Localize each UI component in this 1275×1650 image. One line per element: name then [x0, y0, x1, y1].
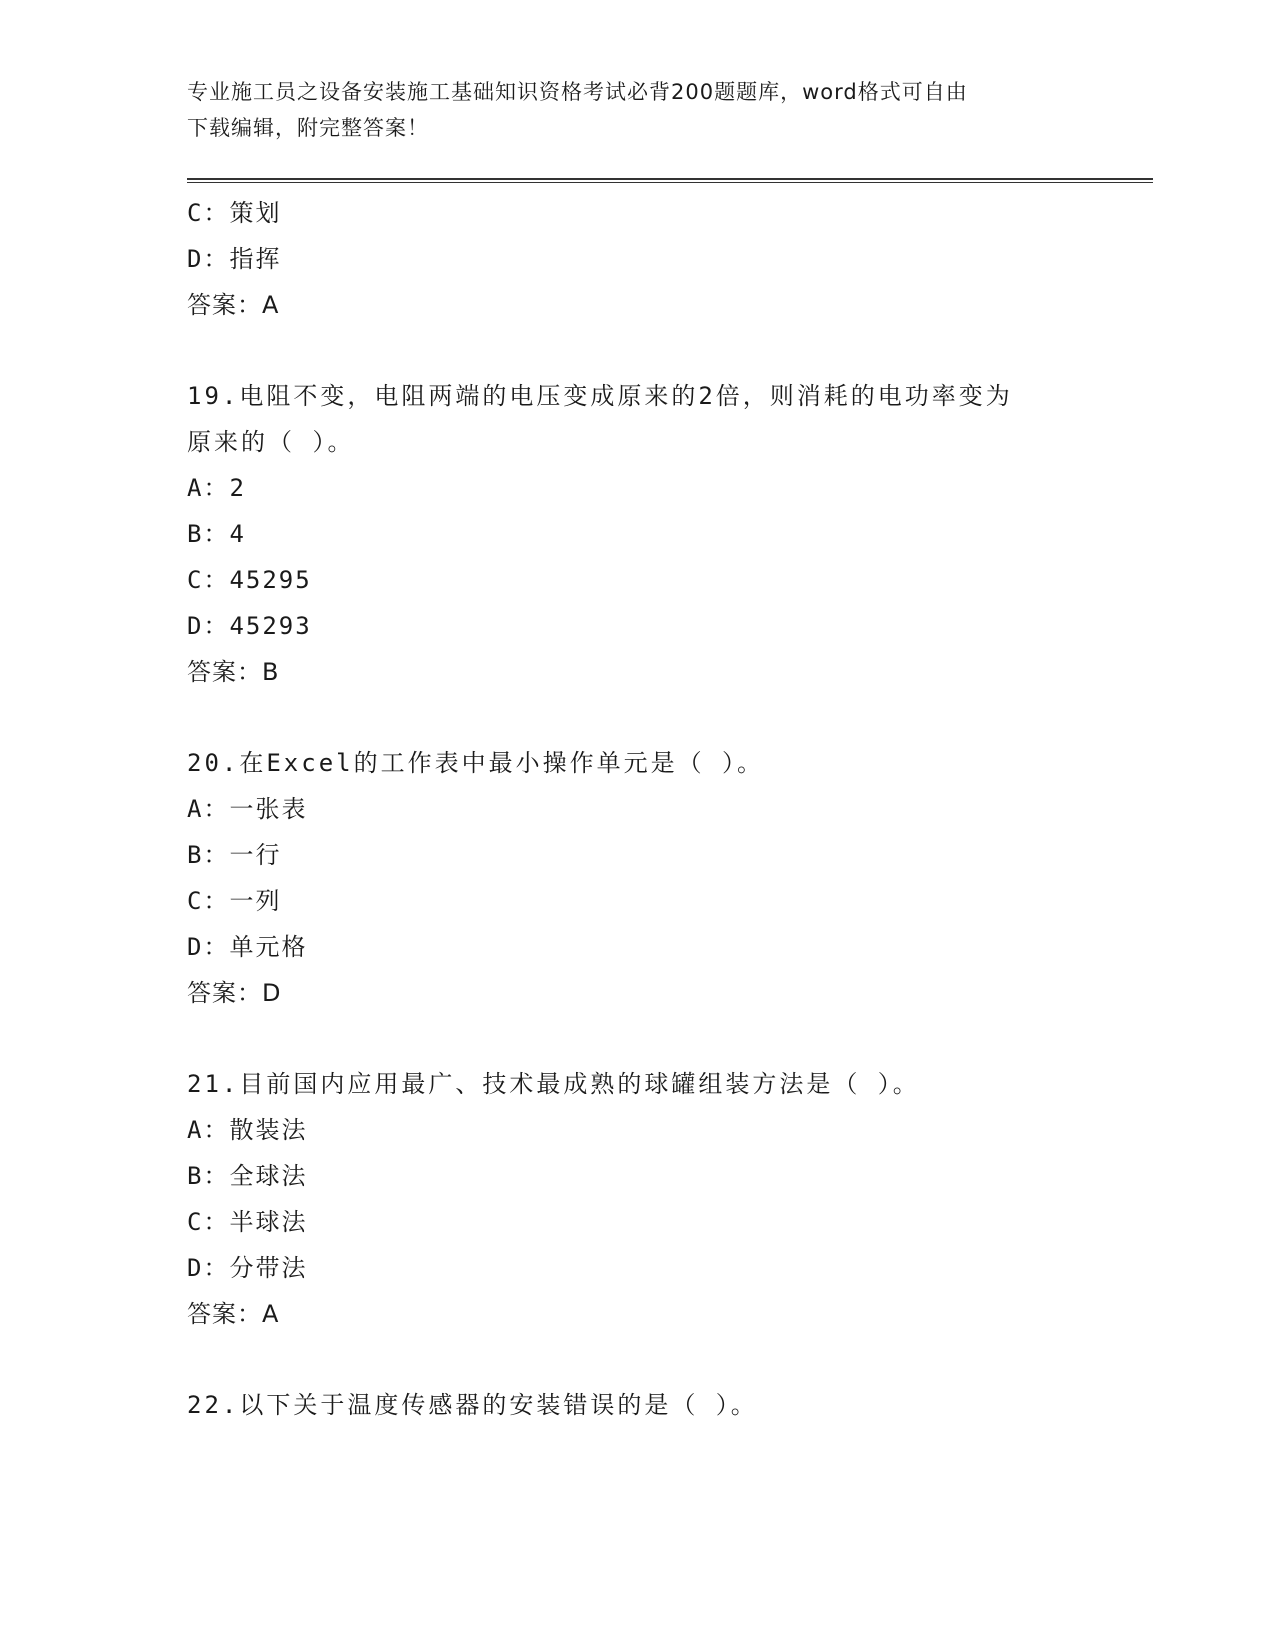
- question-block-21: [187, 1061, 1147, 1337]
- question-list: [187, 190, 1147, 1428]
- question-block-continued: [187, 190, 1147, 328]
- question-block-20: [187, 740, 1147, 1016]
- option-a: A：2: [187, 474, 246, 502]
- option-d: D：45293: [187, 612, 312, 640]
- option-b: B：全球法: [187, 1162, 308, 1190]
- document-header: [187, 74, 1067, 146]
- option-b: B：一行: [187, 841, 282, 869]
- answer-line: 答案：A: [187, 1300, 280, 1328]
- answer-line: 答案：D: [187, 979, 282, 1007]
- question-block-19: [187, 373, 1147, 695]
- question-stem: 22.以下关于温度传感器的安装错误的是（ ）。: [187, 1391, 758, 1419]
- spacer: [187, 1337, 1147, 1382]
- option-b: B：4: [187, 520, 246, 548]
- question-stem: 21.目前国内应用最广、技术最成熟的球罐组装方法是（ ）。: [187, 1070, 920, 1098]
- option-a: A：一张表: [187, 795, 308, 823]
- question-stem-continued: 原来的（ ）。: [187, 428, 355, 456]
- spacer: [187, 328, 1147, 373]
- option-a: A：散装法: [187, 1116, 308, 1144]
- spacer: [187, 695, 1147, 740]
- option-d: D：分带法: [187, 1254, 308, 1282]
- question-stem: 19.电阻不变，电阻两端的电压变成原来的2倍，则消耗的电功率变为: [187, 382, 1013, 410]
- question-block-22: [187, 1382, 1147, 1428]
- spacer: [187, 1016, 1147, 1061]
- option-d: D：指挥: [187, 245, 282, 273]
- option-c: C：半球法: [187, 1208, 308, 1236]
- option-d: D：单元格: [187, 933, 308, 961]
- header-title-line-1: 专业施工员之设备安装施工基础知识资格考试必背200题题库，word格式可自由: [187, 80, 968, 104]
- header-divider: [187, 178, 1153, 183]
- answer-line: 答案：B: [187, 658, 280, 686]
- option-c: C：一列: [187, 887, 282, 915]
- header-title-line-2: 下载编辑，附完整答案！: [187, 116, 429, 140]
- option-c: C：45295: [187, 566, 312, 594]
- option-c: C：策划: [187, 199, 282, 227]
- answer-line: 答案：A: [187, 291, 280, 319]
- question-stem: 20.在Excel的工作表中最小操作单元是（ ）。: [187, 749, 765, 777]
